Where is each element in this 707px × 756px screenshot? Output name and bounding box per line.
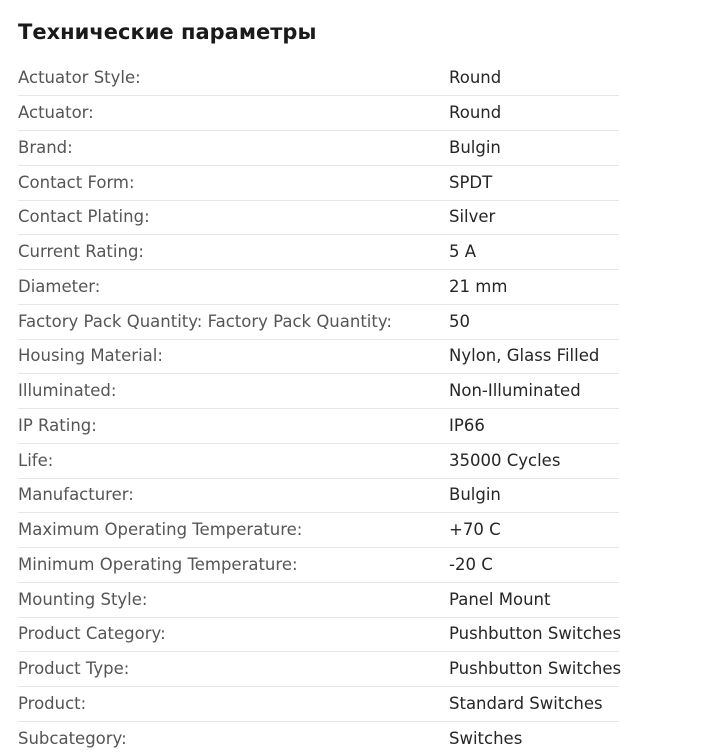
spec-value: SPDT bbox=[449, 165, 619, 200]
spec-label: Current Rating: bbox=[18, 235, 449, 270]
spec-label: Actuator Style: bbox=[18, 61, 449, 96]
spec-label: Maximum Operating Temperature: bbox=[18, 513, 449, 548]
specs-table-body bbox=[18, 61, 622, 756]
spec-value: Round bbox=[449, 61, 619, 96]
spec-row bbox=[18, 652, 619, 687]
spec-row bbox=[18, 165, 619, 200]
spec-value: +70 C bbox=[449, 513, 619, 548]
spec-label: IP Rating: bbox=[18, 409, 449, 444]
spec-row bbox=[18, 339, 619, 374]
spec-value: Bulgin bbox=[449, 478, 619, 513]
spec-row bbox=[18, 687, 619, 722]
spec-row bbox=[18, 721, 619, 756]
spec-row bbox=[18, 374, 619, 409]
spec-label: Minimum Operating Temperature: bbox=[18, 548, 449, 583]
spec-value: Round bbox=[449, 96, 619, 131]
spec-value: Pushbutton Switches bbox=[449, 617, 619, 652]
specs-table bbox=[18, 61, 622, 756]
spec-label: Illuminated: bbox=[18, 374, 449, 409]
spec-value: Bulgin bbox=[449, 131, 619, 166]
spec-row bbox=[18, 131, 619, 166]
spec-label: Product Type: bbox=[18, 652, 449, 687]
spec-row bbox=[18, 235, 619, 270]
spec-label: Mounting Style: bbox=[18, 582, 449, 617]
spec-value: Panel Mount bbox=[449, 582, 619, 617]
spec-label: Life: bbox=[18, 443, 449, 478]
spec-row bbox=[18, 582, 619, 617]
spec-value: Silver bbox=[449, 200, 619, 235]
spec-value: 35000 Cycles bbox=[449, 443, 619, 478]
spec-row bbox=[18, 548, 619, 583]
spec-value: 5 A bbox=[449, 235, 619, 270]
spec-row bbox=[18, 617, 619, 652]
spec-row bbox=[18, 270, 619, 305]
spec-value: Nylon, Glass Filled bbox=[449, 339, 619, 374]
spec-label: Housing Material: bbox=[18, 339, 449, 374]
spec-row bbox=[18, 200, 619, 235]
spec-value: IP66 bbox=[449, 409, 619, 444]
spec-value: Switches bbox=[449, 728, 523, 748]
spec-value: 50 bbox=[449, 304, 619, 339]
spec-label: Diameter: bbox=[18, 270, 449, 305]
spec-row bbox=[18, 96, 619, 131]
spec-row bbox=[18, 304, 619, 339]
spec-value: Standard Switches bbox=[449, 687, 619, 722]
spec-label: Subcategory: bbox=[18, 728, 127, 748]
spec-label: Factory Pack Quantity: Factory Pack Quantity: bbox=[18, 304, 449, 339]
spec-label: Contact Form: bbox=[18, 165, 449, 200]
spec-value: Pushbutton Switches bbox=[449, 652, 619, 687]
spec-row bbox=[18, 61, 619, 96]
spec-label: Actuator: bbox=[18, 96, 449, 131]
spec-row bbox=[18, 478, 619, 513]
spec-label: Contact Plating: bbox=[18, 200, 449, 235]
spec-row bbox=[18, 409, 619, 444]
section-title: Технические параметры bbox=[18, 20, 317, 44]
spec-label: Brand: bbox=[18, 131, 449, 166]
spec-value: Non-Illuminated bbox=[449, 374, 619, 409]
spec-value: -20 C bbox=[449, 548, 619, 583]
spec-row bbox=[18, 513, 619, 548]
spec-label: Product Category: bbox=[18, 617, 449, 652]
spec-row bbox=[18, 443, 619, 478]
spec-value: 21 mm bbox=[449, 270, 619, 305]
spec-label: Product: bbox=[18, 687, 449, 722]
spec-label: Manufacturer: bbox=[18, 478, 449, 513]
